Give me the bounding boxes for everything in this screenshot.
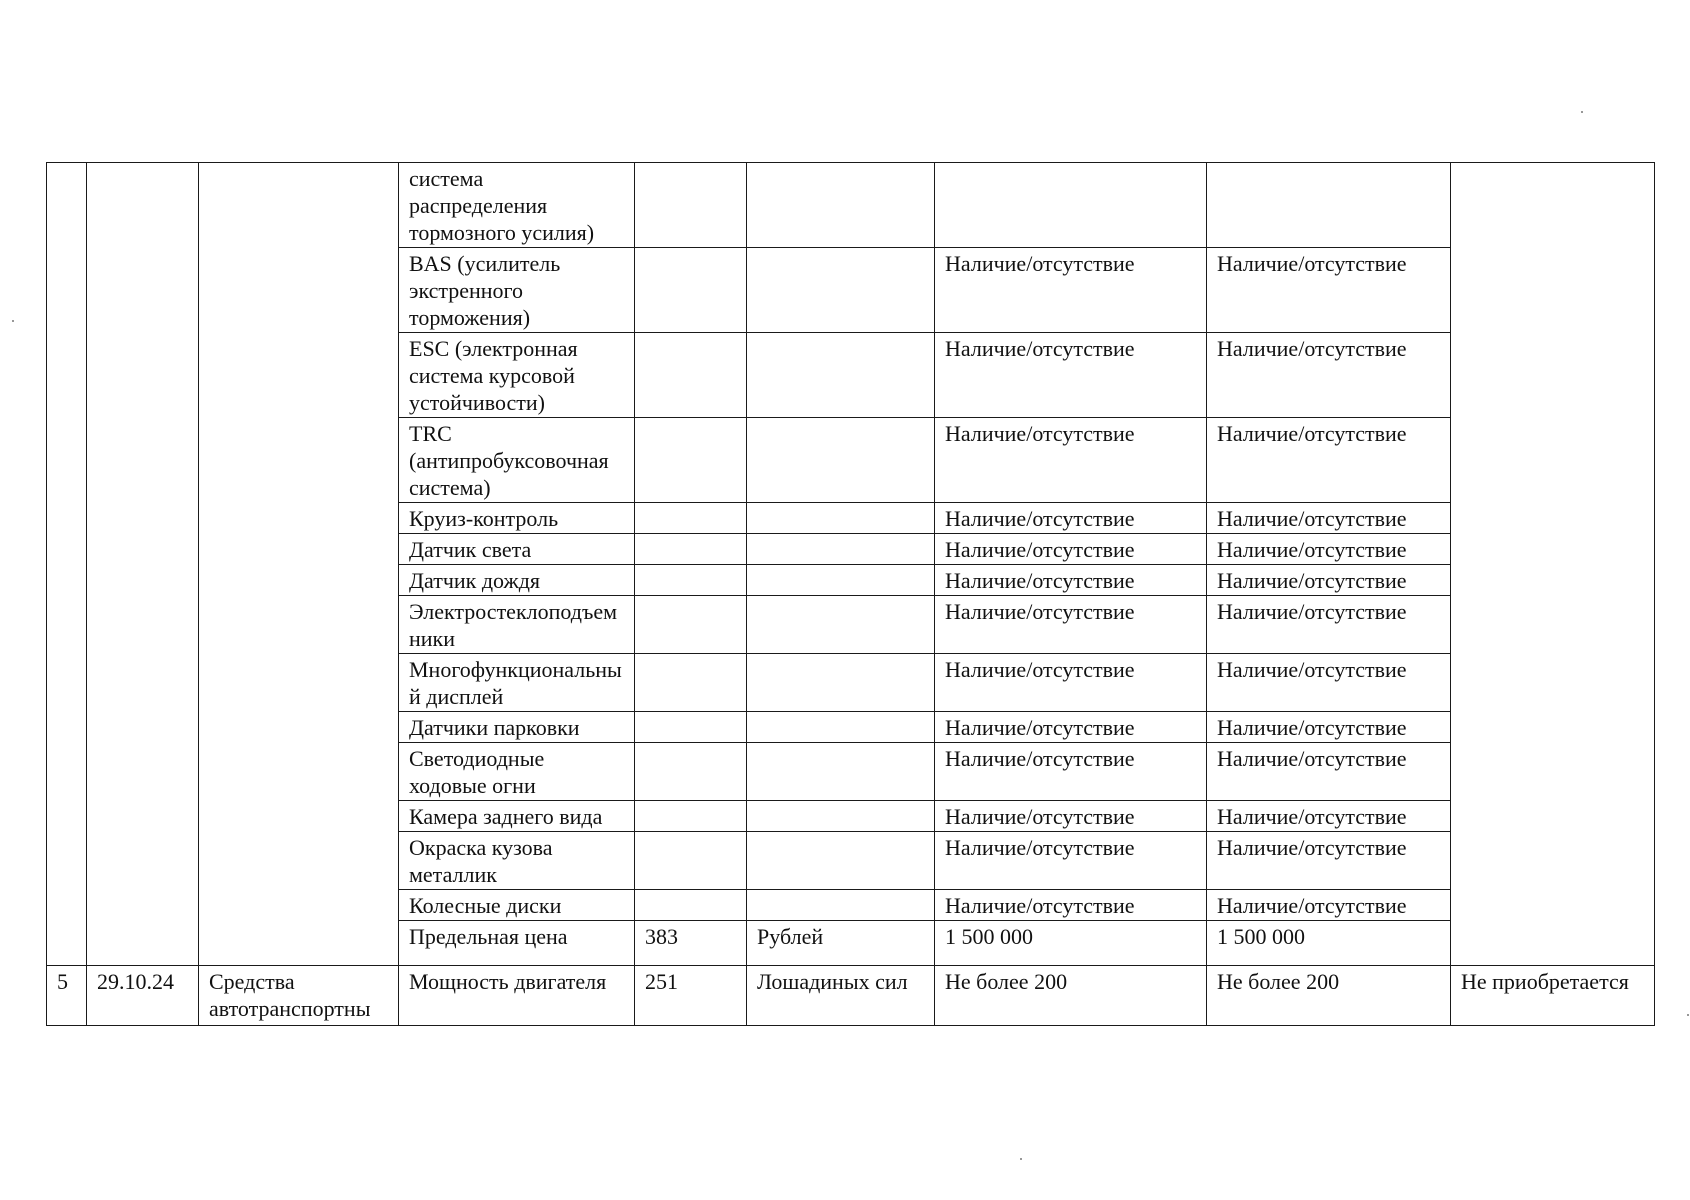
value2-cell: Наличие/отсутствие [1207,503,1451,534]
code-cell [635,248,747,333]
unit-cell [747,712,935,743]
code-cell [635,921,747,966]
table-row [47,966,1655,1026]
characteristic-name-cell [399,596,635,654]
num-cell [47,163,87,966]
value1-cell [935,921,1207,966]
characteristic-name-cell [399,565,635,596]
unit-cell [747,503,935,534]
code-cell [635,333,747,418]
characteristic-name-cell [399,801,635,832]
unit-cell [747,966,935,1026]
value2-cell: Наличие/отсутствие [1207,534,1451,565]
code-cell [635,534,747,565]
note-cell [1451,966,1655,1026]
characteristic-name: система распределения тормозного усилия) [409,166,595,245]
characteristic-name: Окраска кузова металлик [409,835,553,887]
code-cell [635,163,747,248]
unit-cell [747,418,935,503]
unit-cell [747,890,935,921]
price-value: 1 500 000 [1217,924,1305,949]
characteristic-name: Датчики парковки [409,715,580,740]
value1-cell [935,163,1207,248]
scan-speck [1581,111,1583,113]
date-cell [87,163,199,966]
category-cell [199,966,399,1026]
scan-speck [1020,1158,1022,1160]
scan-speck [1687,1014,1689,1016]
characteristic-name-cell [399,890,635,921]
specification-table [46,162,1655,1026]
value2-cell: Наличие/отсутствие [1207,832,1451,890]
row-note: Не приобретается [1461,969,1629,994]
okei-code: 383 [645,924,678,949]
code-cell [635,743,747,801]
value2-cell: Наличие/отсутствие [1207,418,1451,503]
unit-cell [747,565,935,596]
code-cell [635,565,747,596]
category-cell [199,163,399,966]
value2-cell [1207,163,1451,248]
value1-cell: Не более 200 [935,966,1207,1026]
code-cell [635,712,747,743]
date-cell [87,966,199,1026]
value2-cell [1207,921,1451,966]
value1-cell: Наличие/отсутствие [935,743,1207,801]
unit-cell [747,921,935,966]
value2-cell: Наличие/отсутствие [1207,248,1451,333]
row-category: Средства автотранспортны [209,969,371,1021]
okei-code: 251 [645,969,678,994]
value1-cell: Наличие/отсутствие [935,832,1207,890]
characteristic-name-cell [399,333,635,418]
characteristic-name-cell [399,743,635,801]
value2-cell: Наличие/отсутствие [1207,654,1451,712]
value1-cell: Наличие/отсутствие [935,565,1207,596]
unit-cell [747,801,935,832]
value1-cell: Наличие/отсутствие [935,534,1207,565]
value1-cell: Наличие/отсутствие [935,712,1207,743]
characteristic-name: Электростеклоподъемники [409,599,618,651]
unit-cell [747,654,935,712]
value2-cell: Не более 200 [1207,966,1451,1026]
value1-cell: Наличие/отсутствие [935,503,1207,534]
characteristic-name: TRC (антипробуксовочная система) [409,421,609,500]
value1-cell: Наличие/отсутствие [935,596,1207,654]
characteristic-name-cell [399,654,635,712]
value2-cell: Наличие/отсутствие [1207,890,1451,921]
code-cell [635,418,747,503]
row-date: 29.10.24 [97,969,174,994]
code-cell [635,801,747,832]
characteristic-name: ESC (электронная система курсовой устойчивости) [409,336,578,415]
characteristic-name: BAS (усилитель экстренного торможения) [409,251,561,330]
characteristic-name: Мощность двигателя [409,969,607,994]
characteristic-name-cell [399,921,635,966]
characteristic-name: Светодиодные ходовые огни [409,746,545,798]
unit-cell [747,163,935,248]
characteristic-name: Датчик дождя [409,568,541,593]
row-number: 5 [57,969,68,994]
unit-cell [747,743,935,801]
unit-cell [747,248,935,333]
value2-cell: Наличие/отсутствие [1207,596,1451,654]
value1-cell: Наличие/отсутствие [935,654,1207,712]
value1-cell: Наличие/отсутствие [935,248,1207,333]
code-cell [635,596,747,654]
value2-cell: Наличие/отсутствие [1207,712,1451,743]
characteristic-name-cell [399,163,635,248]
value1-cell: Наличие/отсутствие [935,801,1207,832]
code-cell [635,966,747,1026]
unit-name: Лошадиных сил [757,969,908,994]
unit-cell [747,832,935,890]
code-cell [635,503,747,534]
unit-cell [747,596,935,654]
characteristic-name-cell [399,832,635,890]
value2-cell: Наличие/отсутствие [1207,801,1451,832]
unit-cell [747,333,935,418]
characteristic-name-cell [399,418,635,503]
characteristic-name: Колесные диски [409,893,562,918]
characteristic-name: Датчик света [409,537,532,562]
unit-cell [747,534,935,565]
characteristic-name-cell [399,966,635,1026]
characteristic-name: Предельная цена [409,924,568,949]
characteristic-name-cell [399,534,635,565]
value1-cell: Наличие/отсутствие [935,418,1207,503]
row-number-cell [47,966,87,1026]
unit-name: Рублей [757,924,824,949]
code-cell [635,654,747,712]
characteristic-name: Многофункциональный дисплей [409,657,622,709]
price-value: 1 500 000 [945,924,1033,949]
value2-cell: Наличие/отсутствие [1207,333,1451,418]
code-cell [635,832,747,890]
table-row [47,163,1655,248]
code-cell [635,890,747,921]
value2-cell: Наличие/отсутствие [1207,565,1451,596]
characteristic-name: Камера заднего вида [409,804,603,829]
characteristic-name-cell [399,248,635,333]
value1-cell: Наличие/отсутствие [935,890,1207,921]
characteristic-name-cell [399,712,635,743]
characteristic-name: Круиз-контроль [409,506,559,531]
value2-cell: Наличие/отсутствие [1207,743,1451,801]
note-cell [1451,163,1655,966]
value1-cell: Наличие/отсутствие [935,333,1207,418]
characteristic-name-cell [399,503,635,534]
scan-speck [12,320,14,322]
